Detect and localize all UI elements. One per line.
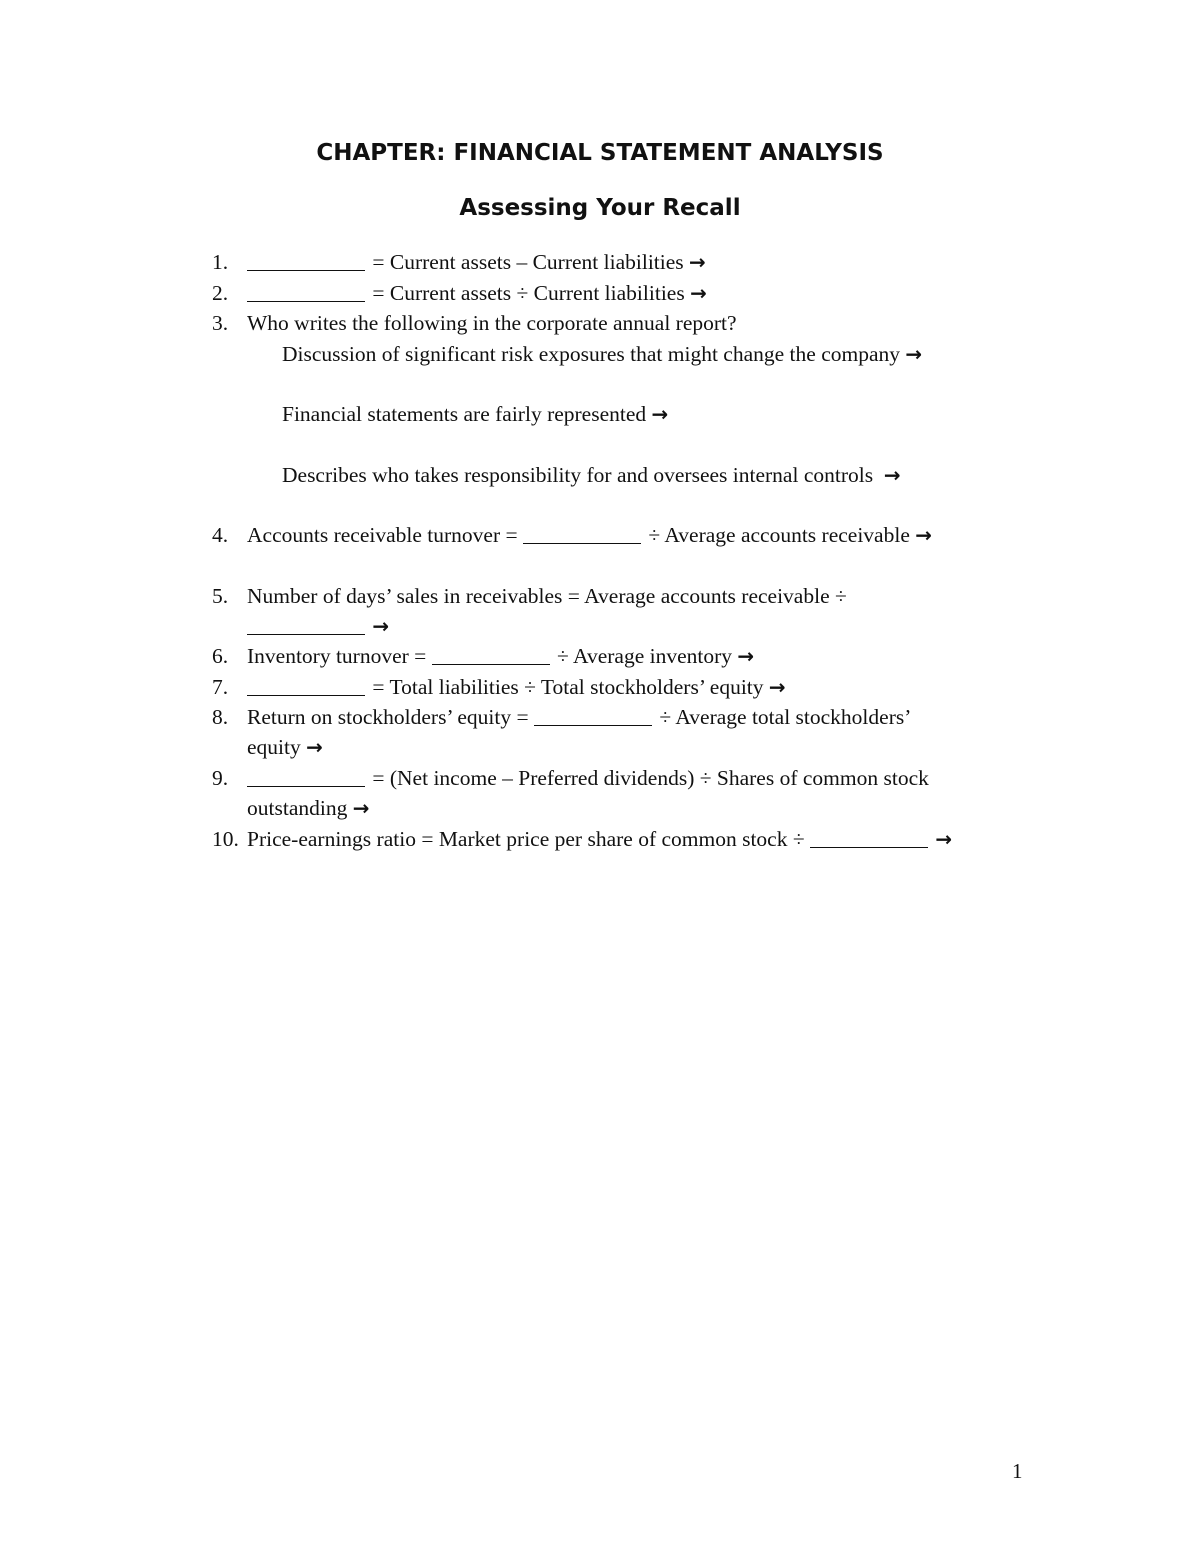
answer-blank[interactable] bbox=[523, 525, 641, 544]
answer-blank[interactable] bbox=[247, 616, 365, 635]
question-text: Who writes the following in the corporate annual report? bbox=[247, 311, 737, 335]
answer-blank[interactable] bbox=[534, 707, 652, 726]
question-text-after: ÷ Average accounts receivable bbox=[648, 523, 910, 547]
arrow-icon: → bbox=[352, 796, 370, 820]
question-number: 1. bbox=[212, 250, 229, 274]
arrow-icon: → bbox=[915, 523, 932, 547]
question-text: = (Net income – Preferred dividends) ÷ Shares of common stock bbox=[372, 766, 929, 790]
question-number: 2. bbox=[212, 281, 229, 305]
question-text: Price-earnings ratio = Market price per share of common stock ÷ bbox=[247, 827, 805, 851]
question-number: 4. bbox=[212, 523, 229, 547]
question-text-after: ÷ Average total stockholders’ bbox=[659, 705, 912, 729]
question-text-cont: outstanding bbox=[247, 796, 348, 820]
answer-blank[interactable] bbox=[810, 829, 928, 848]
arrow-icon: → bbox=[372, 614, 390, 638]
question-number: 7. bbox=[212, 675, 229, 699]
question-number: 3. bbox=[212, 311, 229, 335]
page-number: 1 bbox=[1012, 1459, 1023, 1483]
chapter-title: CHAPTER: FINANCIAL STATEMENT ANALYSIS bbox=[316, 140, 884, 166]
section-title: Assessing Your Recall bbox=[459, 195, 741, 221]
question-text: = Current assets ÷ Current liabilities bbox=[372, 281, 685, 305]
question-number: 8. bbox=[212, 705, 229, 729]
question-text: = Current assets – Current liabilities bbox=[372, 250, 684, 274]
arrow-icon: → bbox=[306, 735, 323, 759]
sub-question-text: Financial statements are fairly represented bbox=[282, 402, 647, 426]
answer-blank[interactable] bbox=[247, 283, 365, 302]
question-text-after: ÷ Average inventory bbox=[557, 644, 733, 668]
question-text: Number of days’ sales in receivables = Average accounts receivable ÷ bbox=[247, 584, 847, 608]
arrow-icon: → bbox=[935, 827, 953, 851]
arrow-icon: → bbox=[883, 463, 901, 487]
arrow-icon: → bbox=[768, 675, 786, 699]
arrow-icon: → bbox=[737, 644, 755, 668]
answer-blank[interactable] bbox=[247, 677, 365, 696]
sub-question-text: Discussion of significant risk exposures that might change the company bbox=[282, 342, 900, 366]
question-number: 10. bbox=[212, 827, 239, 851]
question-text: = Total liabilities ÷ Total stockholders’ equity bbox=[372, 675, 764, 699]
question-text-cont: equity bbox=[247, 735, 301, 759]
sub-question-text: Describes who takes responsibility for and oversees internal controls bbox=[282, 463, 874, 487]
arrow-icon: → bbox=[905, 342, 923, 366]
arrow-icon: → bbox=[651, 402, 669, 426]
question-text-before: Inventory turnover = bbox=[247, 644, 427, 668]
arrow-icon: → bbox=[690, 281, 707, 305]
question-text-before: Return on stockholders’ equity = bbox=[247, 705, 529, 729]
question-number: 5. bbox=[212, 584, 229, 608]
question-number: 9. bbox=[212, 766, 229, 790]
answer-blank[interactable] bbox=[247, 768, 365, 787]
question-text-before: Accounts receivable turnover = bbox=[247, 523, 518, 547]
answer-blank[interactable] bbox=[247, 252, 365, 271]
question-number: 6. bbox=[212, 644, 229, 668]
arrow-icon: → bbox=[689, 250, 706, 274]
answer-blank[interactable] bbox=[432, 646, 550, 665]
